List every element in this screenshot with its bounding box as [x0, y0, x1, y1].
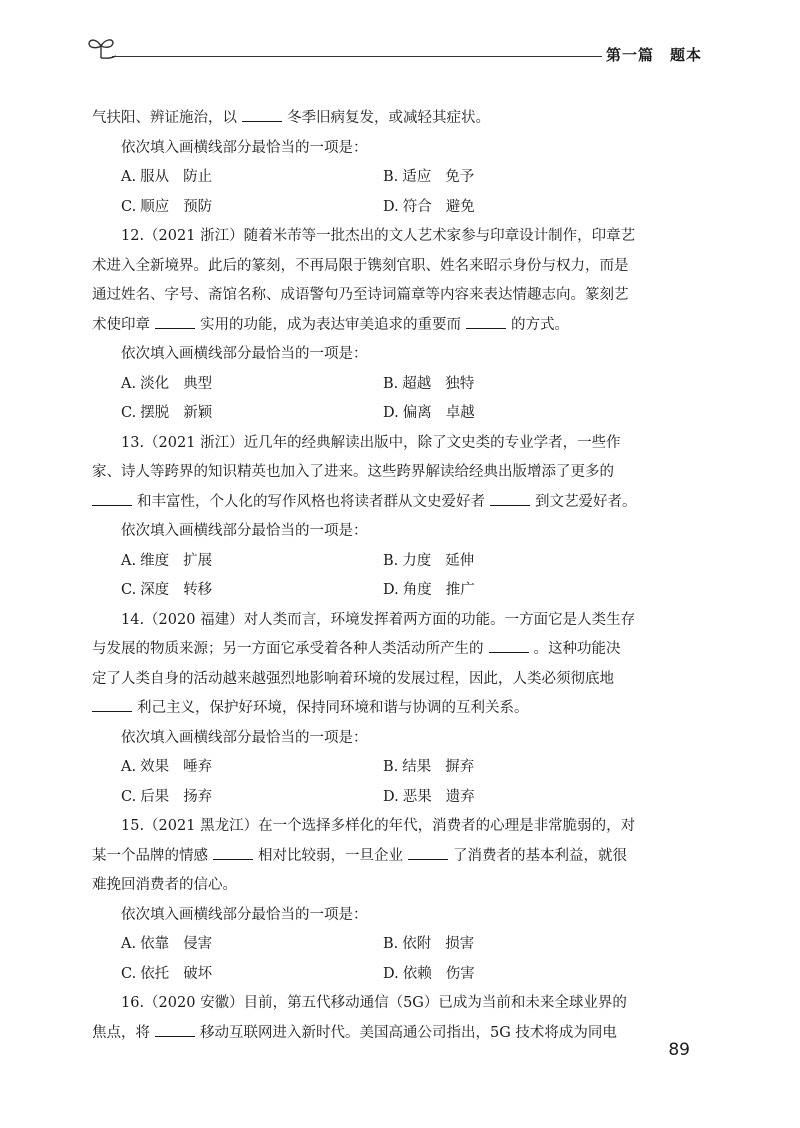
question-16-line [92, 1019, 700, 1049]
text-segment: 某一个品牌的情感 [92, 847, 208, 864]
answer-blank [92, 491, 132, 506]
question-15-line [92, 842, 700, 872]
page-number: 89 [668, 1040, 690, 1060]
answer-blank [155, 314, 195, 329]
options-row [92, 193, 700, 223]
question-prompt: 依次填入画横线部分最恰当的一项是： [121, 906, 368, 923]
question-15-line: 15.（2021 黑龙江）在一个选择多样化的年代，消费者的心理是非常脆弱的，对 [121, 818, 636, 834]
answer-blank [408, 845, 448, 860]
answer-blank [489, 638, 529, 653]
text-segment: 气扶阳、辨证施治，以 [92, 110, 237, 126]
option-b: B. 力度 延伸 [383, 552, 475, 569]
options-row [92, 547, 700, 577]
text-segment: 利己主义，保护好环境，保持同环境和谐与协调的互利关系。 [137, 700, 529, 716]
question-14-line: 定了人类自身的活动越来越强烈地影响着环境的发展过程，因此，人类必须彻底地 [92, 670, 614, 687]
question-12-line [92, 311, 700, 341]
text-segment: 相对比较弱，一旦企业 [258, 847, 403, 864]
answer-blank [490, 491, 530, 506]
text-segment: 到文艺爱好者。 [535, 493, 637, 510]
text-segment: 实用的功能，成为表达审美追求的重要而 [200, 316, 461, 333]
section-title: 第一篇 题本 [605, 46, 702, 64]
question-15-line: 难挽回消费者的信心。 [92, 877, 237, 893]
answer-blank [213, 845, 253, 860]
option-b: B. 依附 损害 [383, 936, 475, 952]
options-row [92, 399, 700, 429]
answer-blank [92, 697, 132, 712]
question-13-line: 13.（2021 浙江）近几年的经典解读出版中，除了文史类的专业学者，一些作 [121, 434, 621, 451]
question-12-line: 术进入全新境界。此后的篆刻，不再局限于镌刻官职、姓名来昭示身份与权力，而是 [92, 257, 629, 274]
option-d: D. 角度 推广 [383, 582, 475, 598]
question-13-line [92, 488, 700, 518]
option-a: A. 服从 防止 [121, 169, 213, 185]
question-prompt: 依次填入画横线部分最恰当的一项是： [121, 729, 368, 746]
text-segment: 术使印章 [92, 316, 150, 333]
question-prompt: 依次填入画横线部分最恰当的一项是： [121, 346, 368, 362]
question-prompt: 依次填入画横线部分最恰当的一项是： [121, 139, 368, 156]
question-prompt: 依次填入画横线部分最恰当的一项是： [121, 523, 368, 539]
options-row [92, 783, 700, 813]
options-row [92, 930, 700, 960]
options-row [92, 163, 700, 193]
page-body [92, 104, 700, 1048]
question-12-line: 通过姓名、字号、斋馆名称、成语警句乃至诗词篇章等内容来表达情趣志向。篆刻艺 [92, 287, 629, 303]
answer-blank [466, 314, 506, 329]
header-rule [112, 56, 602, 57]
option-c: C. 依托 破坏 [121, 965, 213, 982]
question-13-line: 家、诗人等跨界的知识精英也加入了进来。这些跨界解读给经典出版增添了更多的 [92, 464, 614, 480]
option-a: A. 效果 唾弃 [121, 759, 213, 775]
answer-blank [242, 107, 282, 122]
question-16-line: 16.（2020 安徽）目前，第五代移动通信（5G）已成为当前和未来全球业界的 [121, 995, 627, 1011]
text-segment: 与发展的物质来源；另一方面它承受着各种人类活动所产生的 [92, 641, 484, 657]
options-row [92, 370, 700, 400]
question-14-line [92, 635, 700, 665]
answer-blank [155, 1022, 195, 1037]
option-c: C. 深度 转移 [121, 582, 213, 598]
option-b: B. 适应 免予 [383, 169, 475, 185]
options-row [92, 960, 700, 990]
option-b: B. 超越 独特 [383, 375, 475, 392]
option-c: C. 后果 扬弃 [121, 788, 213, 805]
text-segment: 焦点，将 [92, 1024, 150, 1041]
text-segment: 的方式。 [511, 316, 569, 333]
text-segment: 冬季旧病复发，或减轻其症状。 [287, 110, 490, 126]
text-segment: 移动互联网进入新时代。美国高通公司指出，5G 技术将成为同电 [200, 1024, 617, 1041]
option-d: D. 恶果 遗弃 [383, 788, 475, 805]
option-d: D. 符合 避免 [383, 198, 475, 215]
text-segment: 。这种功能决 [533, 641, 621, 657]
option-a: A. 淡化 典型 [121, 375, 213, 392]
text-segment: 了消费者的基本利益，就很 [453, 847, 627, 864]
options-row [92, 753, 700, 783]
text-segment: 和丰富性，个人化的写作风格也将读者群从文史爱好者 [137, 493, 485, 510]
question-14-line [92, 694, 700, 724]
option-c: C. 顺应 预防 [121, 198, 213, 215]
question-12-line: 12.（2021 浙江）随着米芾等一批杰出的文人艺术家参与印章设计制作，印章艺 [121, 228, 636, 244]
option-c: C. 摆脱 新颖 [121, 405, 213, 421]
option-d: D. 依赖 伤害 [383, 965, 475, 982]
option-a: A. 依靠 侵害 [121, 936, 213, 952]
option-a: A. 维度 扩展 [121, 552, 213, 569]
option-d: D. 偏离 卓越 [383, 405, 475, 421]
text-line [92, 104, 700, 134]
options-row [92, 576, 700, 606]
option-b: B. 结果 摒弃 [383, 759, 475, 775]
question-14-line: 14.（2020 福建）对人类而言，环境发挥着两方面的功能。一方面它是人类生存 [121, 611, 636, 628]
page-header [60, 30, 702, 70]
